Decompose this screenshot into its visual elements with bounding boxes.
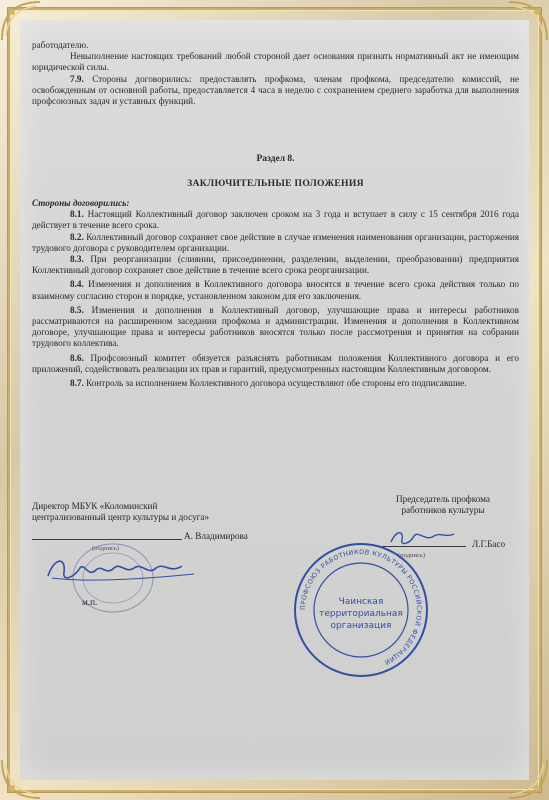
- parties-label: Стороны договорились:: [32, 198, 130, 208]
- item-8-4: [32, 279, 519, 301]
- top-text-block: [32, 40, 519, 107]
- document-page: [20, 20, 529, 780]
- item-text: Контроль за исполнением Коллективного договора осуществляют обе стороны его подписавшие.: [86, 378, 467, 389]
- stamp-center-line-2: территориальная: [319, 609, 403, 619]
- item-text: Коллективный договор сохраняет свое действие в случае изменения наименования организации, расторжения трудового договора с руководителем организации.: [32, 231, 519, 253]
- item-number: 8.5.: [70, 304, 84, 315]
- item-text: Настоящий Коллективный договор заключен сроком на 3 года и вступает в силу с 15 сентября 2016 года действует в течение всего срока.: [32, 209, 520, 231]
- signature-caption: (подпись): [92, 545, 119, 552]
- svg-text:ПРОФСОЮЗ РАБОТНИКОВ КУЛЬТУРЫ Р: [299, 548, 424, 667]
- item-number: 8.4.: [70, 279, 84, 290]
- item-number: 8.2.: [70, 231, 84, 242]
- item-8-7: [32, 378, 519, 389]
- chair-name: Л.Г.Басо: [472, 539, 506, 549]
- item-number: 7.9.: [70, 73, 84, 84]
- director-org: централизованный центр культуры и досуга»: [32, 512, 210, 522]
- item-text: При реорганизации (слиянии, присоединении, разделении, выделении, преобразовании) предприятия Коллективный договор сохраняет свое действие в течение всего срока реорганизации.: [32, 254, 520, 276]
- round-official-stamp: [291, 540, 431, 680]
- item-8-1: [32, 209, 519, 231]
- item-text: Изменения и дополнения в Коллективный договор, улучшающие права и интересы работников рассматриваются на расширенном заседании профкома и администрации. Изменения и дополнения в Коллективном договоре, улучшающие права и интересы работников вносятся только после рассмотрения и принятия на собрании трудового коллектива.: [32, 304, 519, 349]
- section-heading: ЗАКЛЮЧИТЕЛЬНЫЕ ПОЛОЖЕНИЯ: [187, 178, 364, 189]
- item-text: Стороны договорились: предоставлять профкома, членам профкома, председателю комиссий, не освобожденным от основной работы, предоставляется 4 часа в неделю с сохранением среднего заработка для выполнения профсоюзных задач и уставных функций.: [32, 73, 519, 107]
- signature-caption: (подпись): [398, 552, 425, 559]
- item-8-2: [32, 232, 519, 254]
- item-number: 8.1.: [70, 209, 84, 220]
- director-handwritten-signature: [44, 548, 204, 588]
- item-number: 8.6.: [70, 352, 84, 363]
- paragraph: Невыполнение настоящих требований любой стороной дает основания признать нормативный акт не имеющим юридической силы.: [32, 51, 519, 73]
- union-chair-signature-block: [358, 494, 528, 559]
- item-number: 8.3.: [70, 254, 84, 265]
- stamp-center-line-3: организация: [330, 621, 392, 631]
- paragraph: [32, 74, 519, 108]
- item-text: Изменения и дополнения в Коллективного договора вносятся в течение всего срока действия только по взаимному согласию сторон в порядке, установленном законом для его заключения.: [32, 279, 519, 301]
- director-name: А. Владимирова: [184, 531, 248, 541]
- item-text: Профсоюзный комитет обязуется разъяснять работникам положения Коллективного договора и его приложений, содействовать реализации их прав и гарантий, предусмотренных настоящим Коллективным договором.: [32, 352, 519, 374]
- director-signature-block: [32, 501, 292, 607]
- paragraph: работодателю.: [32, 40, 89, 50]
- chair-org: работников культуры: [401, 505, 485, 515]
- stamp-ring-text: ПРОФСОЮЗ РАБОТНИКОВ КУЛЬТУРЫ РОССИЙСКОЙ ФЕДЕРАЦИИ: [298, 547, 424, 667]
- chair-title: Председатель профкома: [396, 494, 490, 504]
- items-block: [32, 198, 519, 389]
- item-8-6: [32, 353, 519, 375]
- section-label: Раздел 8.: [256, 154, 295, 164]
- director-title: Директор МБУК «Коломинский: [32, 501, 158, 511]
- item-8-5: [32, 305, 519, 350]
- item-8-3: [32, 254, 519, 276]
- stamp-center-line-1: Чаинская: [338, 597, 384, 607]
- seal-place-mark: м.п.: [82, 597, 98, 607]
- item-number: 8.7.: [70, 378, 84, 389]
